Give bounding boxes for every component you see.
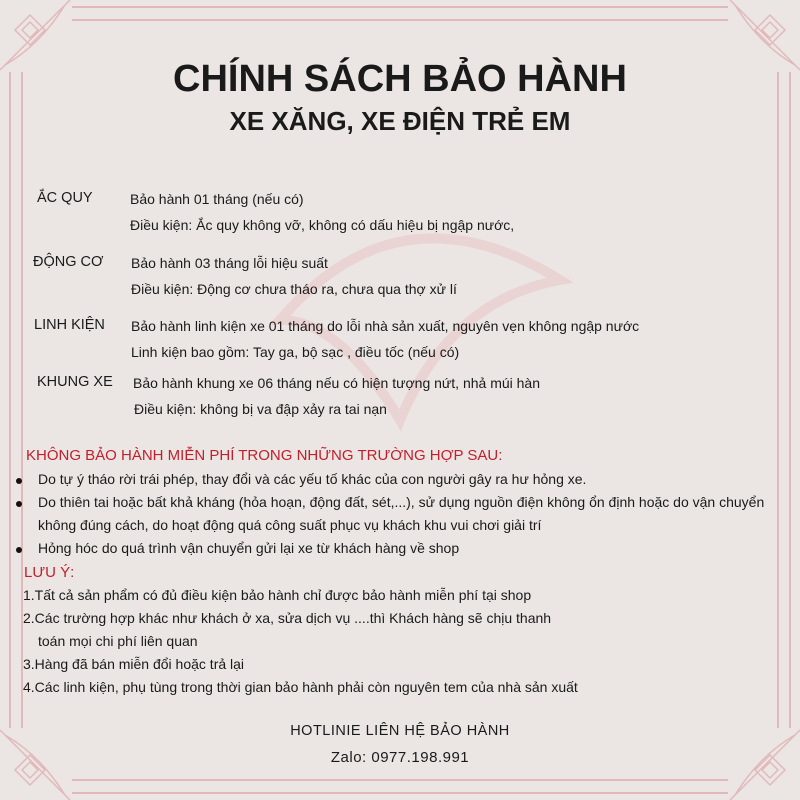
section-line: Bảo hành khung xe 06 tháng nếu có hiện tượng nứt, nhả múi hàn <box>133 375 540 391</box>
note-item: toán mọi chi phí liên quan <box>38 633 198 649</box>
exclusion-item: Hỏng hóc do quá trình vận chuyển gửi lại xe từ khách hàng về shop <box>38 540 460 556</box>
section-line: Điều kiện: Ắc quy không vỡ, không có dấu hiệu bị ngập nước, <box>130 217 515 233</box>
page-title: CHÍNH SÁCH BẢO HÀNH <box>173 58 627 100</box>
section-line: Điều kiện: không bị va đập xảy ra tai nạn <box>134 401 387 417</box>
exclusions-heading: KHÔNG BẢO HÀNH MIỄN PHÍ TRONG NHỮNG TRƯỜNG HỢP SAU: <box>26 447 503 464</box>
section-line: Bảo hành 01 tháng (nếu có) <box>130 191 304 207</box>
section-label: LINH KIỆN <box>34 317 105 333</box>
section-line: Điều kiện: Động cơ chưa tháo ra, chưa qua thợ xử lí <box>131 281 457 297</box>
notes-heading: LƯU Ý: <box>24 564 75 581</box>
section-label: ẮC QUY <box>37 190 93 206</box>
zalo-contact: Zalo: 0977.198.991 <box>330 749 470 766</box>
note-item: 3.Hàng đã bán miễn đổi hoặc trả lại <box>23 656 245 672</box>
exclusion-item: Do tự ý tháo rời trái phép, thay đổi và các yếu tố khác của con người gây ra hư hỏng xe. <box>38 471 587 487</box>
bullet-icon <box>16 501 22 507</box>
note-item: 1.Tất cả sản phẩm có đủ điều kiện bảo hành chỉ được bảo hành miễn phí tại shop <box>23 587 532 603</box>
exclusion-item: không đúng cách, do hoạt động quá công suất phục vụ khách khu vui chơi giải trí <box>38 517 542 533</box>
section-label: ĐỘNG CƠ <box>33 254 104 270</box>
bullet-icon <box>16 547 22 553</box>
note-item: 2.Các trường hợp khác như khách ở xa, sửa dịch vụ ....thì Khách hàng sẽ chịu thanh <box>23 610 552 626</box>
section-line: Bảo hành 03 tháng lỗi hiệu suất <box>131 255 328 271</box>
hotline-label: HOTLINIE LIÊN HỆ BẢO HÀNH <box>290 723 510 739</box>
section-label: KHUNG XE <box>37 374 113 390</box>
section-line: Bảo hành linh kiện xe 01 tháng do lỗi nhà sản xuất, nguyên vẹn không ngập nước <box>131 318 640 334</box>
bullet-icon <box>16 478 22 484</box>
section-line: Linh kiện bao gồm: Tay ga, bộ sạc , điều tốc (nếu có) <box>131 344 460 360</box>
exclusion-item: Do thiên tai hoặc bất khả kháng (hỏa hoạn, động đất, sét,...), sử dụng nguồn điện không ổn định hoặc do vận chuyển <box>38 494 765 510</box>
page-subtitle: XE XĂNG, XE ĐIỆN TRẺ EM <box>229 106 571 136</box>
note-item: 4.Các linh kiện, phụ tùng trong thời gian bảo hành phải còn nguyên tem của nhà sản xuất <box>23 679 578 695</box>
